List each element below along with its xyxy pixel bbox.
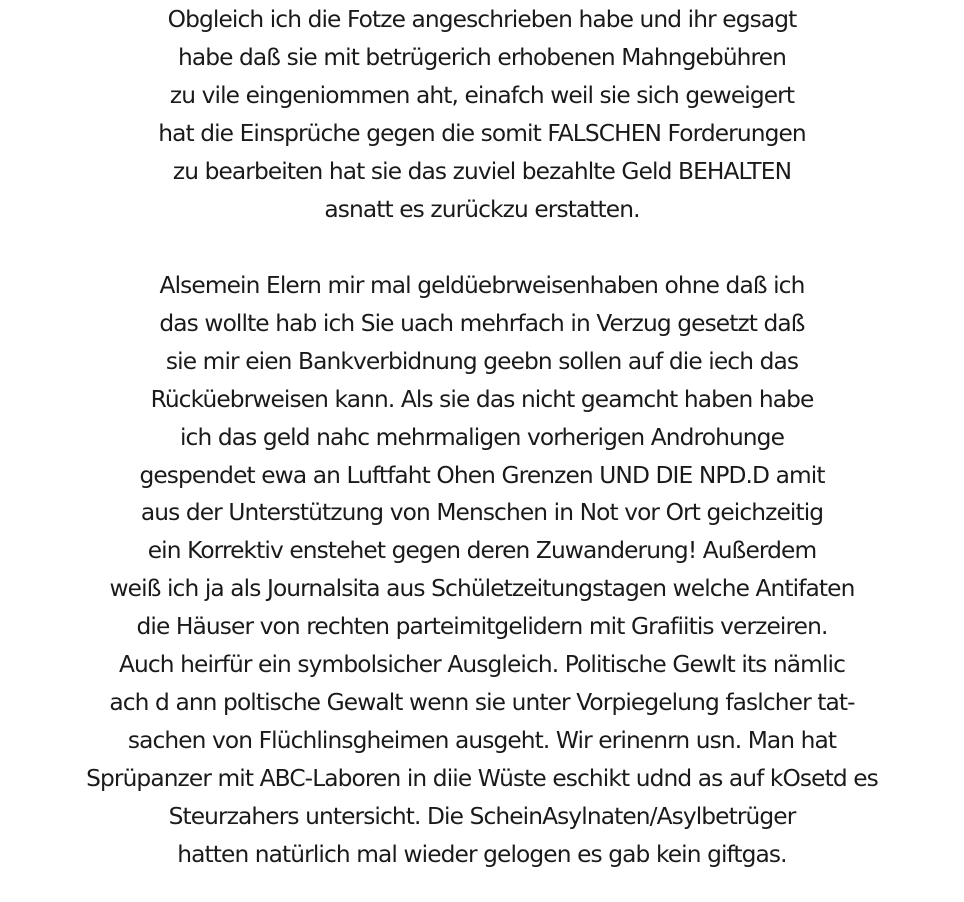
- text-line: sie mir eien Bankverbidnung geebn sollen auf die iech das: [165, 347, 799, 375]
- text-line: Rücküebrweisen kann. Als sie das nicht geamcht haben habe: [150, 385, 814, 413]
- text-line: Obgleich ich die Fotze angeschrieben habe und ihr egsagt: [167, 6, 797, 33]
- text-line: Auch heirfür ein symbolsicher Ausgleich. Politische Gewlt its nämlic: [118, 651, 846, 679]
- text-line: Steurzahers untersicht. Die ScheinAsylnaten/Asylbetrüger: [168, 802, 796, 830]
- text-line: ich das geld nahc mehrmaligen vorherigen Androhunge: [179, 423, 784, 451]
- text-line: aus der Unterstützung von Menschen in Not vor Ort geichzeitig: [140, 499, 824, 527]
- text-line: zu vile eingeniommen aht, einafch weil sie sich geweigert: [169, 81, 795, 109]
- paragraph-1: [0, 1, 964, 228]
- text-line: zu bearbeiten hat sie das zuviel bezahlte Geld BEHALTEN: [172, 157, 792, 185]
- text-line: gespendet ewa an Luftfaht Ohen Grenzen UND DIE NPD.D amit: [139, 461, 825, 489]
- text-line: hatten natürlich mal wieder gelogen es gab kein giftgas.: [177, 840, 787, 868]
- text-line: habe daß sie mit betrügerich erhobenen Mahngebühren: [177, 43, 787, 71]
- text-line: ach d ann poltische Gewalt wenn sie unter Vorpiegelung faslcher tat-: [109, 688, 855, 716]
- text-line: asnatt es zurückzu erstatten.: [324, 195, 640, 223]
- text-line: das wollte hab ich Sie uach mehrfach in Verzug gesetzt daß: [159, 309, 805, 337]
- text-line: hat die Einsprüche gegen die somit FALSCHEN Forderungen: [158, 119, 806, 147]
- paragraph-2: [0, 267, 964, 874]
- text-line: ein Korrektiv enstehet gegen deren Zuwanderung! Außerdem: [147, 537, 817, 565]
- text-line: sachen von Flüchlinsgheimen ausgeht. Wir erinenrn usn. Man hat: [127, 726, 837, 754]
- text-line: Alsemein Elern mir mal geldüebrweisenhaben ohne daß ich: [159, 272, 805, 299]
- text-line: Sprüpanzer mit ABC-Laboren in diie Wüste eschikt udnd as auf kOsetd es: [86, 764, 878, 792]
- text-line: weiß ich ja als Journalsita aus Schületzeitungstagen welche Antifaten: [109, 575, 855, 603]
- text-line: die Häuser von rechten parteimitgelidern mit Grafiitis verzeiren.: [136, 613, 828, 641]
